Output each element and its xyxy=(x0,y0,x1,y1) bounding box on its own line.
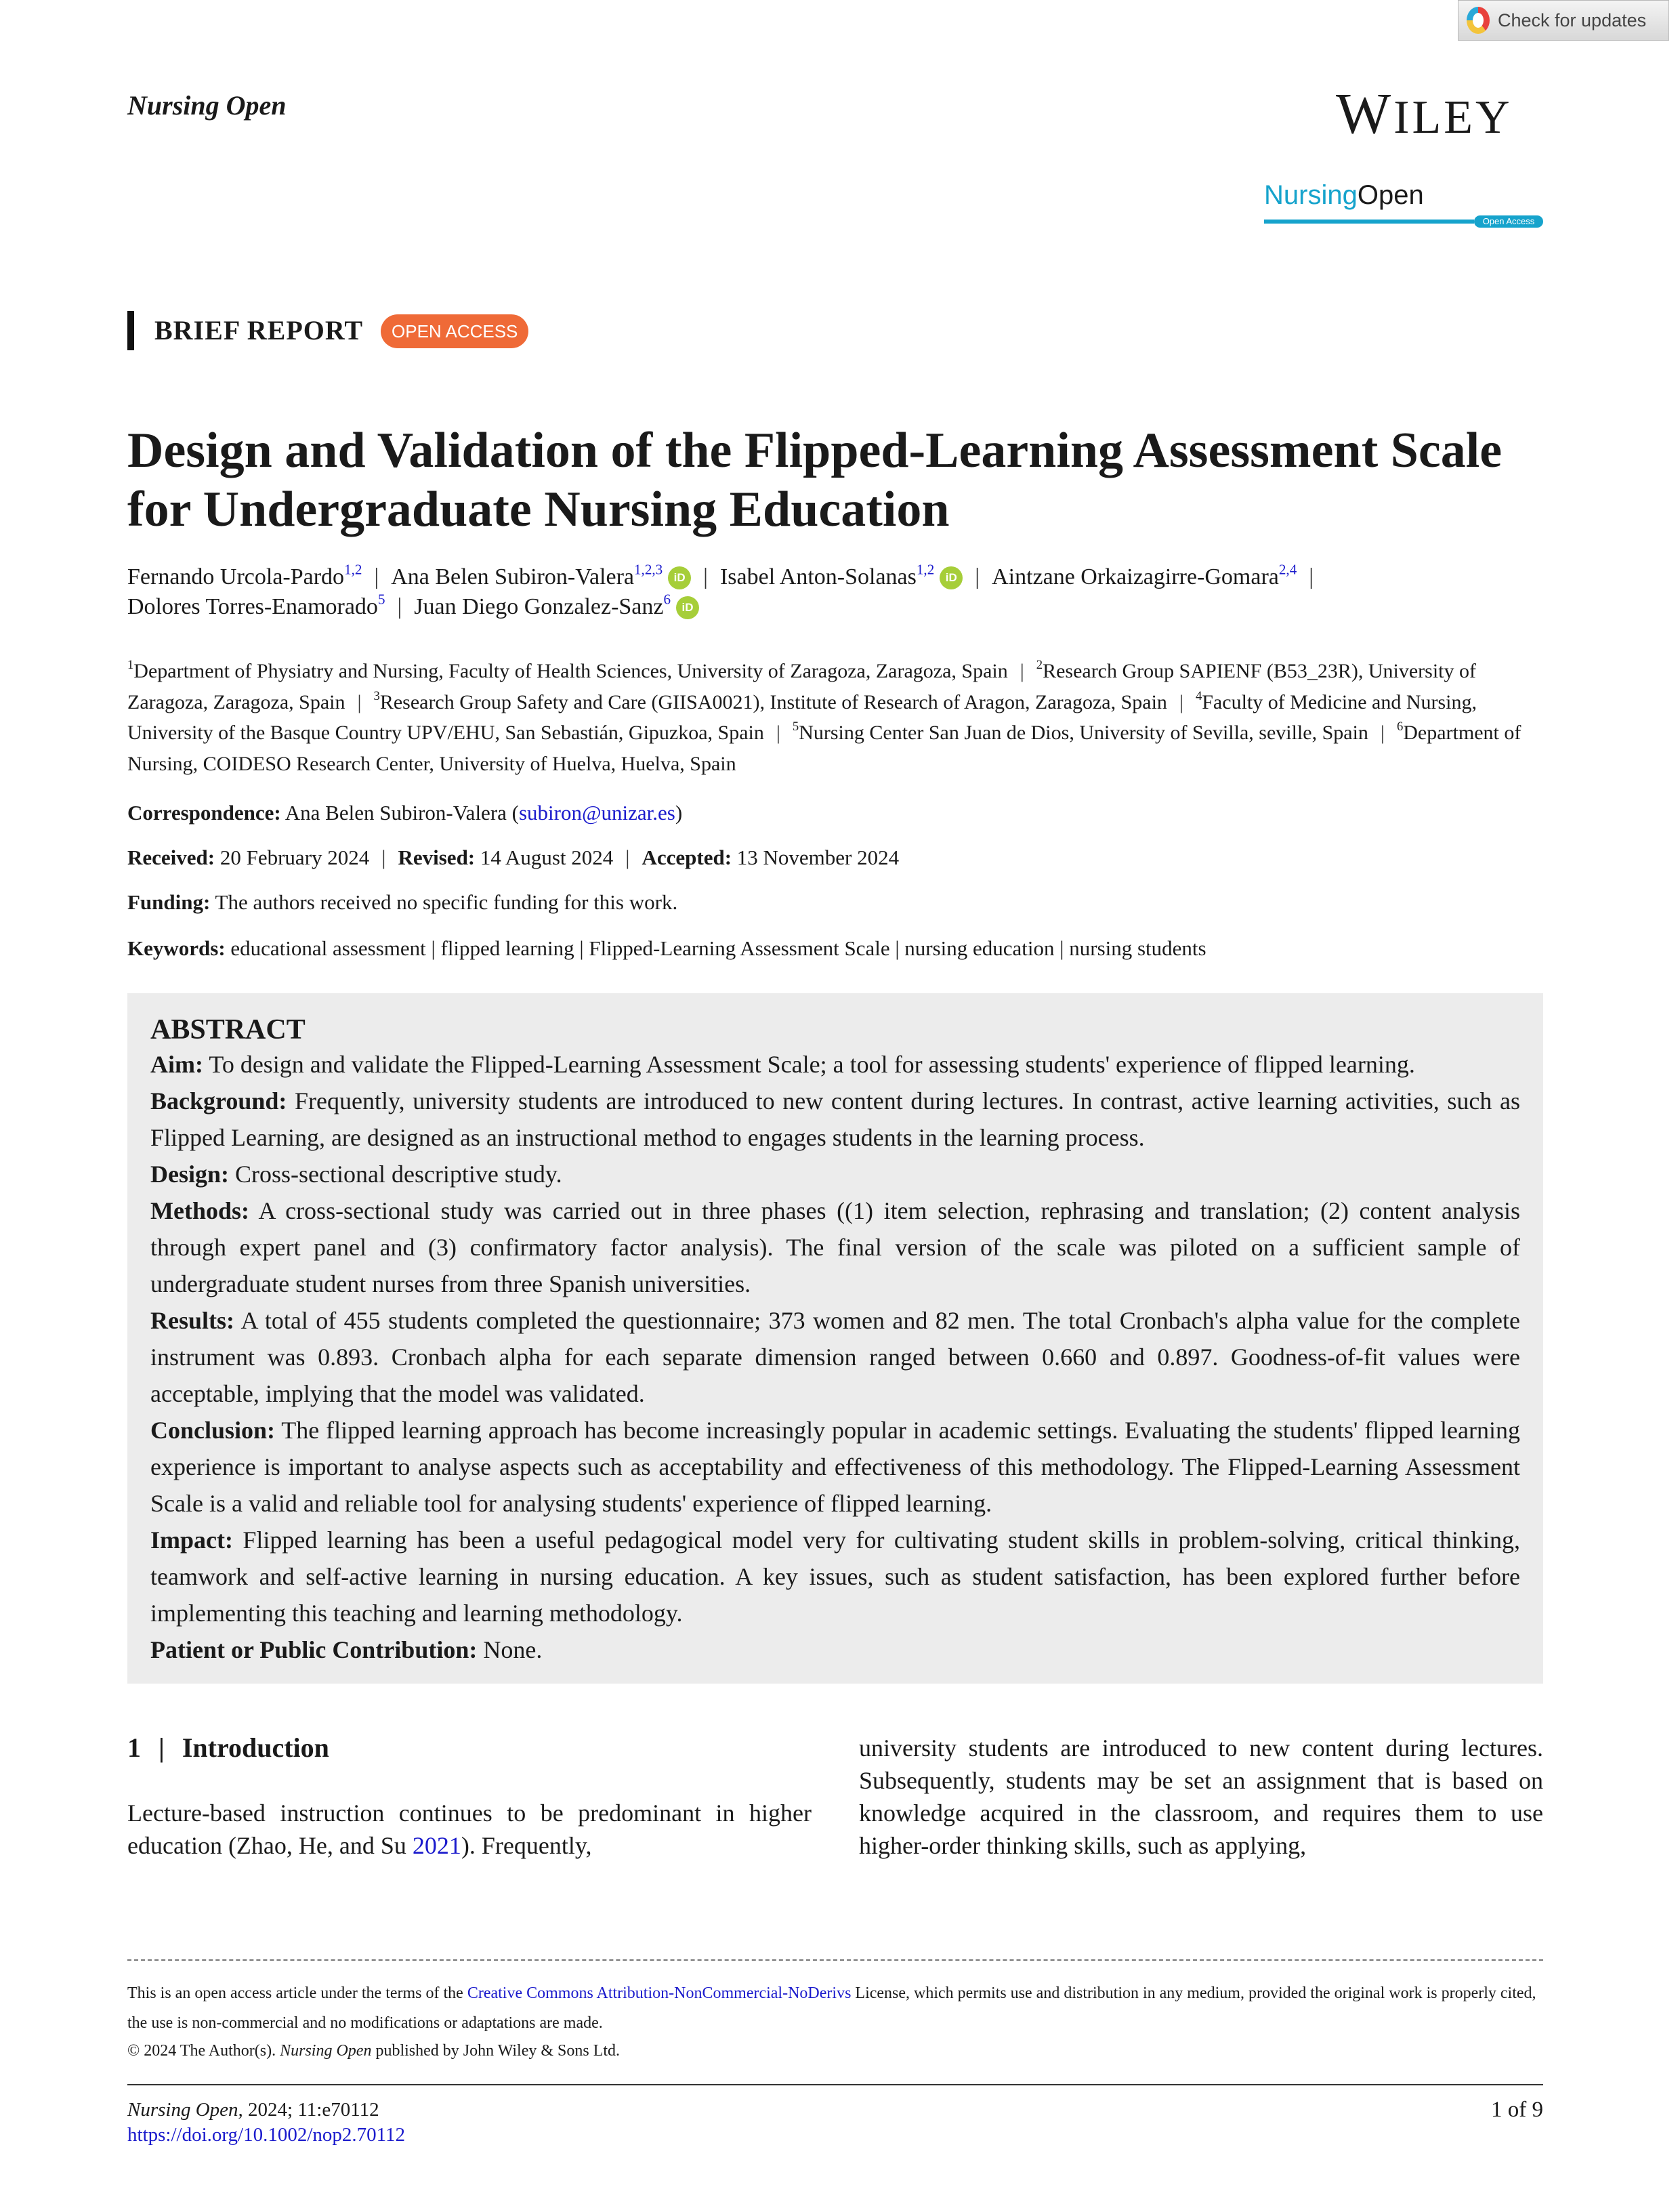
affiliation: $^2$Research Group SAPIENF (B53_23R), University of Zaragoza, Zaragoza, Spain xyxy=(127,657,1476,713)
author-list xyxy=(127,562,1550,622)
author-name: Fernando Urcola-Pardo xyxy=(127,564,345,589)
citation-link[interactable]: 2021 xyxy=(412,1832,461,1859)
author-separator: | xyxy=(1309,564,1314,589)
author-separator: | xyxy=(374,564,379,589)
citation-info: Nursing Open, 2024; 11:e70112 https://doi.org/10.1002/nop2.70112 xyxy=(127,2099,406,2146)
abstract-text: Frequently, university students are introduced to new content during lectures. In contrast, active learning activities, such as Flipped Learning, are designed as an instructional method to engages students in the learning process. xyxy=(150,1087,1521,1151)
correspondence: Correspondence: Ana Belen Subiron-Valera (subiron@unizar.es) xyxy=(127,801,683,825)
abstract-text: A cross-sectional study was carried out in three phases ((1) item selection, rephrasing and translation; (2) content analysis through expert panel and (3) confirmatory factor analysis). The final version of the scale was piloted on a sufficient sample of undergraduate student nurses from three Spanish universities. xyxy=(150,1197,1521,1297)
abstract-label: Conclusion: xyxy=(150,1417,276,1444)
affiliation-separator: | xyxy=(1020,660,1024,682)
open-access-badge: OPEN ACCESS xyxy=(381,314,528,348)
affiliation-ref[interactable]: 2,4 xyxy=(1278,561,1297,578)
article-type-marker xyxy=(127,311,134,350)
affiliation-separator: | xyxy=(1179,690,1183,713)
article-title: Design and Validation of the Flipped-Learning Assessment Scale for Undergraduate Nursing Education xyxy=(127,423,1503,537)
abstract-label: Background: xyxy=(150,1087,287,1115)
abstract-label: Aim: xyxy=(150,1051,203,1078)
abstract-section xyxy=(150,1156,1520,1192)
dates: Received: 20 February 2024 | Revised: 14 August 2024 | Accepted: 13 November 2024 xyxy=(127,846,900,869)
keywords: Keywords: educational assessment | flipped learning | Flipped-Learning Assessment Scale | nursing education | nursing students xyxy=(127,936,1206,960)
affiliation-separator: | xyxy=(776,722,780,744)
abstract-label: Design: xyxy=(150,1161,229,1188)
affiliation: $^3$Research Group Safety and Care (GIISA0021), Institute of Research of Aragon, Zaragoza, Spain xyxy=(373,688,1167,713)
affiliation-separator: | xyxy=(1380,722,1385,744)
author-name: Dolores Torres-Enamorado xyxy=(127,594,378,619)
abstract-box xyxy=(127,993,1543,1684)
author-separator: | xyxy=(397,594,402,619)
orcid-icon[interactable]: iD xyxy=(676,596,699,619)
footer-divider xyxy=(127,1959,1543,1961)
author[interactable] xyxy=(127,561,362,589)
author-separator: | xyxy=(975,564,980,589)
author-separator: | xyxy=(703,564,708,589)
footer-rule xyxy=(127,2084,1543,2085)
crossmark-icon xyxy=(1467,7,1490,34)
author[interactable] xyxy=(391,561,691,589)
affiliation-ref[interactable]: 5 xyxy=(377,591,385,608)
wiley-logo: WILEY xyxy=(1336,81,1513,146)
abstract-section xyxy=(150,1083,1520,1156)
orcid-icon[interactable]: iD xyxy=(940,566,963,589)
check-for-updates-button[interactable] xyxy=(1458,0,1669,41)
affiliations xyxy=(127,656,1543,779)
author[interactable] xyxy=(719,561,963,589)
author[interactable] xyxy=(127,591,385,619)
page-number: 1 of 9 xyxy=(1491,2098,1543,2122)
abstract-section xyxy=(150,1522,1520,1631)
abstract-text: Flipped learning has been a useful pedagogical model very for cultivating student skills in problem-solving, critical thinking, teamwork and self-active learning in nursing education. A key issues, such as student satisfaction, has been explored further before implementing this teaching and learning methodology. xyxy=(150,1526,1521,1627)
abstract-label: Methods: xyxy=(150,1197,249,1224)
affiliation-ref[interactable]: 1,2 xyxy=(344,561,362,578)
abstract-label: Patient or Public Contribution: xyxy=(150,1636,478,1663)
author-name: Ana Belen Subiron-Valera xyxy=(391,564,635,589)
affiliation-ref[interactable]: 1,2,3 xyxy=(634,561,663,578)
intro-left-column: Lecture-based instruction continues to be predominant in higher education (Zhao, He, and Su 2021). Frequently, xyxy=(127,1799,812,1859)
orcid-icon[interactable]: iD xyxy=(668,566,691,589)
copyright: © 2024 The Author(s). Nursing Open published by John Wiley & Sons Ltd. xyxy=(127,2042,621,2060)
license-text: This is an open access article under the terms of the Creative Commons Attribution-NonCommercial-NoDerivs License, which permits use and distribution in any medium, provided the original work is properly cited, the use is non-commercial and no modifications or adaptations are made. xyxy=(127,1984,1536,2032)
author-name: Isabel Anton-Solanas xyxy=(719,564,917,589)
article-type: BRIEF REPORT xyxy=(154,315,364,346)
nursing-open-logo: NursingOpen Open Access xyxy=(1264,182,1543,230)
abstract-section xyxy=(150,1046,1520,1083)
affiliation-ref[interactable]: 6 xyxy=(663,591,671,608)
abstract-text: A total of 455 students completed the questionnaire; 373 women and 82 men. The total Cronbach's alpha value for the complete instrument was 0.893. Cronbach alpha for each separate dimension ranged between 0.660 and 0.897. Goodness-of-fit values were acceptable, implying that the model was validated. xyxy=(150,1307,1521,1407)
funding: Funding: The authors received no specific funding for this work. xyxy=(127,890,678,914)
abstract-label: Results: xyxy=(150,1307,234,1334)
affiliation-ref[interactable]: 1,2 xyxy=(916,561,935,578)
abstract-heading: ABSTRACT xyxy=(150,1014,306,1045)
affiliation: $^6$Department of Nursing, COIDESO Research Center, University of Huelva, Huelva, Spain xyxy=(127,719,1521,775)
correspondence-email-link[interactable]: subiron@unizar.es xyxy=(518,801,675,825)
check-for-updates-label: Check for updates xyxy=(1498,9,1647,30)
abstract-text: To design and validate the Flipped-Learning Assessment Scale; a tool for assessing students' experience of flipped learning. xyxy=(209,1051,1415,1078)
doi-link[interactable]: https://doi.org/10.1002/nop2.70112 xyxy=(127,2124,406,2146)
abstract-section xyxy=(150,1412,1520,1522)
section-heading-introduction: 1 | Introduction xyxy=(127,1732,329,1763)
abstract-text: The flipped learning approach has become increasingly popular in academic settings. Evaluating the students' flipped learning experience is important to analyse aspects such as acceptability and effectiveness of this methodology. The Flipped-Learning Assessment Scale is a valid and reliable tool for analysing students' experience of flipped learning. xyxy=(150,1417,1521,1517)
affiliation-separator: | xyxy=(357,690,362,713)
abstract-section xyxy=(150,1192,1520,1302)
abstract-text: None. xyxy=(483,1636,543,1663)
journal-name: Nursing Open xyxy=(127,90,287,121)
author[interactable] xyxy=(414,591,699,619)
author-name: Aintzane Orkaizagirre-Gomara xyxy=(992,564,1279,589)
affiliation: $^1$Department of Physiatry and Nursing, Faculty of Health Sciences, University of Zaragoza, Zaragoza, Spain xyxy=(127,657,1008,682)
abstract-section xyxy=(150,1302,1520,1412)
author-name: Juan Diego Gonzalez-Sanz xyxy=(414,594,664,619)
abstract-label: Impact: xyxy=(150,1526,233,1554)
intro-right-column: university students are introduced to new content during lectures. Subsequently, students may be set an assignment that is based on knowledge acquired in the classroom, and requires them to use higher-order thinking skills, such as applying, xyxy=(859,1734,1543,1859)
abstract-section xyxy=(150,1631,1520,1668)
author[interactable] xyxy=(992,561,1297,589)
license-link[interactable]: Creative Commons Attribution-NonCommercial-NoDerivs xyxy=(467,1984,852,2002)
affiliation: $^4$Faculty of Medicine and Nursing, University of the Basque Country UPV/EHU, San Sebastián, Gipuzkoa, Spain xyxy=(127,688,1477,744)
affiliation: $^5$Nursing Center San Juan de Dios, University of Sevilla, seville, Spain xyxy=(792,719,1368,744)
abstract-text: Cross-sectional descriptive study. xyxy=(235,1161,562,1188)
